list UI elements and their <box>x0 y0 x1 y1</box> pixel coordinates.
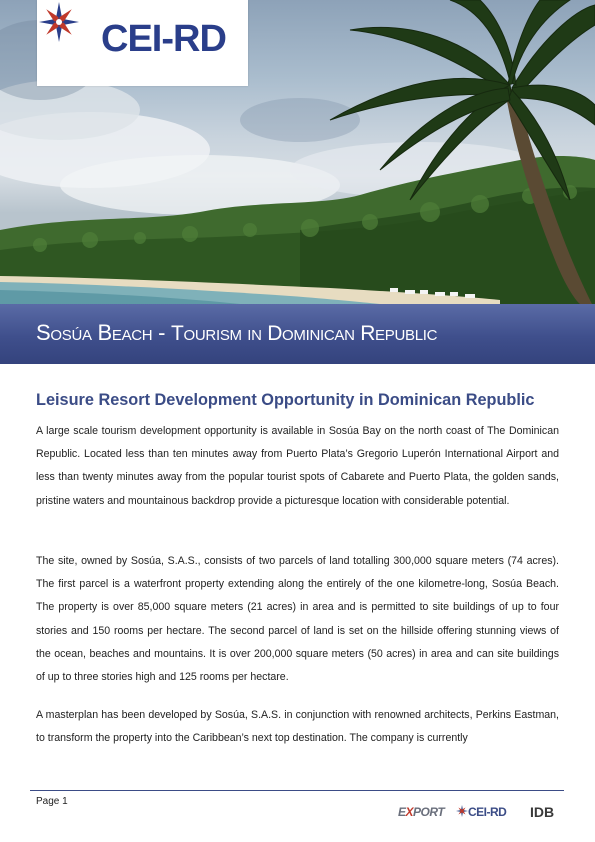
title-main: Sosúa Beach - <box>36 320 171 345</box>
paragraph: A masterplan has been developed by Sosúa, S.A.S. in conjunction with renowned architects, Perkins Eastman, to transform the property into the Caribbean’s next top destination. The company is currently <box>36 709 559 745</box>
cei-rd-logo <box>37 0 248 86</box>
cei-rd-small-star-icon <box>456 805 468 817</box>
idb-logo: IDB <box>530 804 555 820</box>
section-heading: Leisure Resort Development Opportunity in Dominican Republic <box>36 391 535 409</box>
paragraph: A large scale tourism development opportunity is available in Sosúa Bay on the north coast of The Dominican Republic. Located less than ten minutes away from Puerto Plata’s Gregorio Luperón International Airport and less than twenty minutes away from the popular tourist spots of Cabarete and Puerto Plata, the golden sands, pristine waters and mountainous backdrop provide a picturesque location with considerable potential. <box>36 425 559 507</box>
export-logo-part: E <box>398 805 406 819</box>
export-logo-x: X <box>405 805 414 819</box>
page-number: Page 1 <box>36 796 68 807</box>
cei-rd-star-icon <box>37 0 81 44</box>
title-banner <box>0 304 595 364</box>
page-title <box>36 318 437 349</box>
paragraph: The site, owned by Sosúa, S.A.S., consists of two parcels of land totalling 300,000 square meters (74 acres). The first parcel is a waterfront property extending along the entirely of the one kilometre-long, Sosúa Beach. The property is over 85,000 square meters (21 acres) in area and is permitted to site buildings of up to four stories and 150 rooms per hectare. The second parcel of land is set on the hillside offering stunning views of the ocean, beaches and mountains. It is over 200,000 square meters (50 acres) in area and can site buildings of up to three stories high and 125 rooms per hectare. <box>36 555 559 684</box>
cei-rd-footer-logo: CEI-RD <box>468 805 507 819</box>
hero-photo <box>0 0 595 304</box>
logo-text: CEI-RD <box>101 18 226 60</box>
title-sub: Tourism in Dominican Republic <box>171 322 438 345</box>
export-logo-part: PORT <box>413 805 445 819</box>
footer-divider <box>30 790 564 791</box>
export-logo <box>398 804 444 820</box>
